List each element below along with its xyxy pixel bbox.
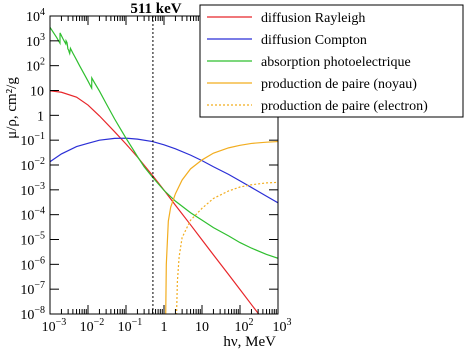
x-tick-labels xyxy=(42,317,292,335)
x-tick-label: $10^{-1}$ xyxy=(117,317,143,335)
y-tick-label: $10^{-6}$ xyxy=(20,255,45,274)
y-tick-label: $10^{-1}$ xyxy=(20,131,45,150)
x-tick-label: $10^3$ xyxy=(272,317,292,335)
y-tick-label: $10^{-5}$ xyxy=(20,230,45,249)
marker-label: 511 keV xyxy=(130,1,182,17)
y-tick-label: $10^4$ xyxy=(26,7,45,25)
legend-label-5: production de paire (electron) xyxy=(261,99,428,114)
legend-label-1: diffusion Rayleigh xyxy=(261,11,366,26)
y-tick-label: 10 xyxy=(30,84,44,100)
x-tick-label: 1 xyxy=(160,320,168,335)
y-tick-label: $10^2$ xyxy=(26,56,45,75)
y-tick-label: $10^{-4}$ xyxy=(20,205,45,224)
legend-label-3: absorption photoelectrique xyxy=(261,55,411,70)
legend-label-4: production de paire (noyau) xyxy=(261,77,417,92)
legend-label-2: diffusion Compton xyxy=(261,33,367,48)
y-tick-label: $10^{-8}$ xyxy=(20,305,45,323)
y-tick-label: $10^{-3}$ xyxy=(20,180,45,199)
x-tick-label: 10 xyxy=(195,320,209,335)
y-tick-label: 1 xyxy=(37,109,44,125)
legend xyxy=(200,5,463,117)
x-tick-label: $10^{-2}$ xyxy=(79,317,105,335)
x-axis-label: hν, MeV xyxy=(223,334,276,350)
y-axis-label: μ/ρ, cm²/g xyxy=(4,77,20,139)
y-tick-label: $10^{-7}$ xyxy=(20,280,45,299)
x-tick-label: $10^2$ xyxy=(234,317,254,335)
y-tick-label: $10^{-2}$ xyxy=(20,156,45,174)
y-tick-label: $10^3$ xyxy=(26,31,45,50)
y-tick-labels xyxy=(20,7,45,323)
x-tick-label: $10^{-3}$ xyxy=(41,317,67,335)
